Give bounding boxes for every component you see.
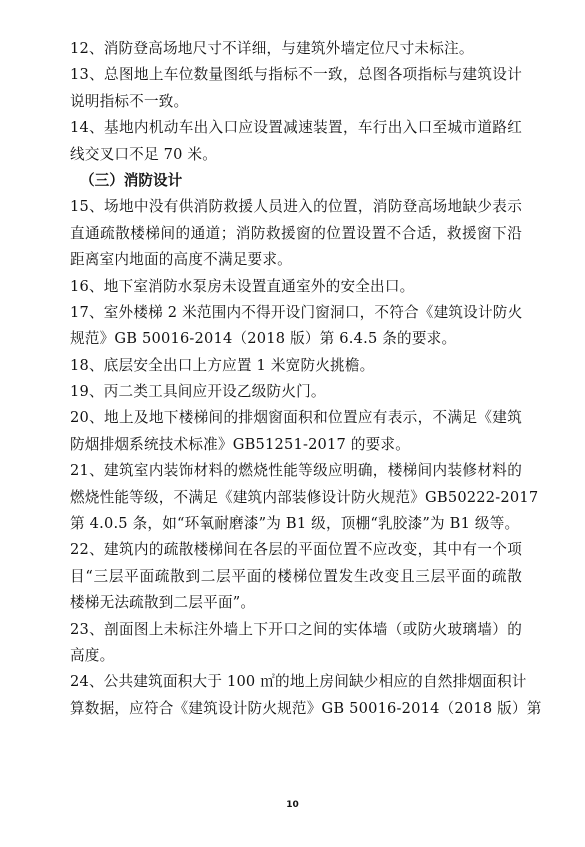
item-21-line-3: 第 4.0.5 条，如“环氧耐磨漆”为 B1 级，顶棚“乳胶漆”为 B1 级等。 (70, 515, 520, 533)
item-21-line-1: 21、建筑室内装饰材料的燃烧性能等级应明确，楼梯间内装修材料的 (70, 462, 522, 480)
item-24-line-2: 算数据，应符合《建筑设计防火规范》GB 50016-2014（2018 版）第 (70, 699, 542, 717)
item-15 (70, 194, 522, 273)
item-13-line-2: 说明指标不一致。 (70, 92, 189, 110)
item-15-line-2: 直通疏散楼梯间的通道；消防救援窗的位置设置不合适，救援窗下沿 (70, 224, 522, 242)
item-20-line-1: 20、地上及地下楼梯间的排烟窗面积和位置应有表示，不满足《建筑 (70, 409, 522, 427)
item-17-line-1: 17、室外楼梯 2 米范围内不得开设门窗洞口，不符合《建筑设计防火 (70, 303, 523, 321)
item-14-line-2: 线交叉口不足 70 米。 (70, 145, 217, 163)
item-19 (70, 379, 522, 405)
section-heading: （三）消防设计 (80, 171, 183, 189)
item-22-line-1: 22、建筑内的疏散楼梯间在各层的平面位置不应改变，其中有一个项 (70, 541, 522, 559)
item-20 (70, 405, 522, 458)
item-24-line-1: 24、公共建筑面积大于 100 ㎡的地上房间缺少相应的自然排烟面积计 (70, 673, 527, 691)
item-16 (70, 274, 522, 300)
item-23-line-1: 23、剖面图上未标注外墙上下开口之间的实体墙（或防火玻璃墙）的 (70, 620, 522, 638)
item-13-line-1: 13、总图地上车位数量图纸与指标不一致，总图各项指标与建筑设计 (70, 66, 522, 84)
item-19-line-1: 19、丙二类工具间应开设乙级防火门。 (70, 383, 326, 401)
item-18 (70, 353, 522, 379)
item-22 (70, 537, 522, 616)
item-14 (70, 115, 522, 168)
item-15-line-3: 距离室内地面的高度不满足要求。 (70, 251, 292, 269)
item-23 (70, 617, 522, 670)
item-21 (70, 458, 539, 537)
item-13 (70, 62, 522, 115)
item-17 (70, 300, 522, 353)
item-14-line-1: 14、基地内机动车出入口应设置减速装置，车行出入口至城市道路红 (70, 119, 522, 137)
item-24 (70, 669, 542, 722)
item-21-line-2: 燃烧性能等级，不满足《建筑内部装修设计防火规范》GB50222-2017 (70, 488, 539, 506)
item-12 (70, 36, 522, 62)
page-number: 10 (286, 800, 299, 810)
item-20-line-2: 防烟排烟系统技术标准》GB51251-2017 的要求。 (70, 435, 411, 453)
item-12-line-1: 12、消防登高场地尺寸不详细，与建筑外墙定位尺寸未标注。 (70, 40, 474, 57)
document-body (70, 36, 542, 722)
item-22-line-2: 目“三层平面疏散到二层平面的楼梯位置发生改变且三层平面的疏散 (70, 567, 522, 585)
item-23-line-2: 高度。 (70, 646, 115, 664)
item-17-line-2: 规范》GB 50016-2014（2018 版）第 6.4.5 条的要求。 (70, 330, 457, 348)
item-15-line-1: 15、场地中没有供消防救援人员进入的位置，消防登高场地缺少表示 (70, 198, 522, 216)
item-22-line-3: 楼梯无法疏散到二层平面”。 (70, 594, 256, 612)
item-16-line-1: 16、地下室消防水泵房未设置直通室外的安全出口。 (70, 277, 415, 295)
item-18-line-1: 18、底层安全出口上方应置 1 米宽防火挑檐。 (70, 356, 375, 374)
